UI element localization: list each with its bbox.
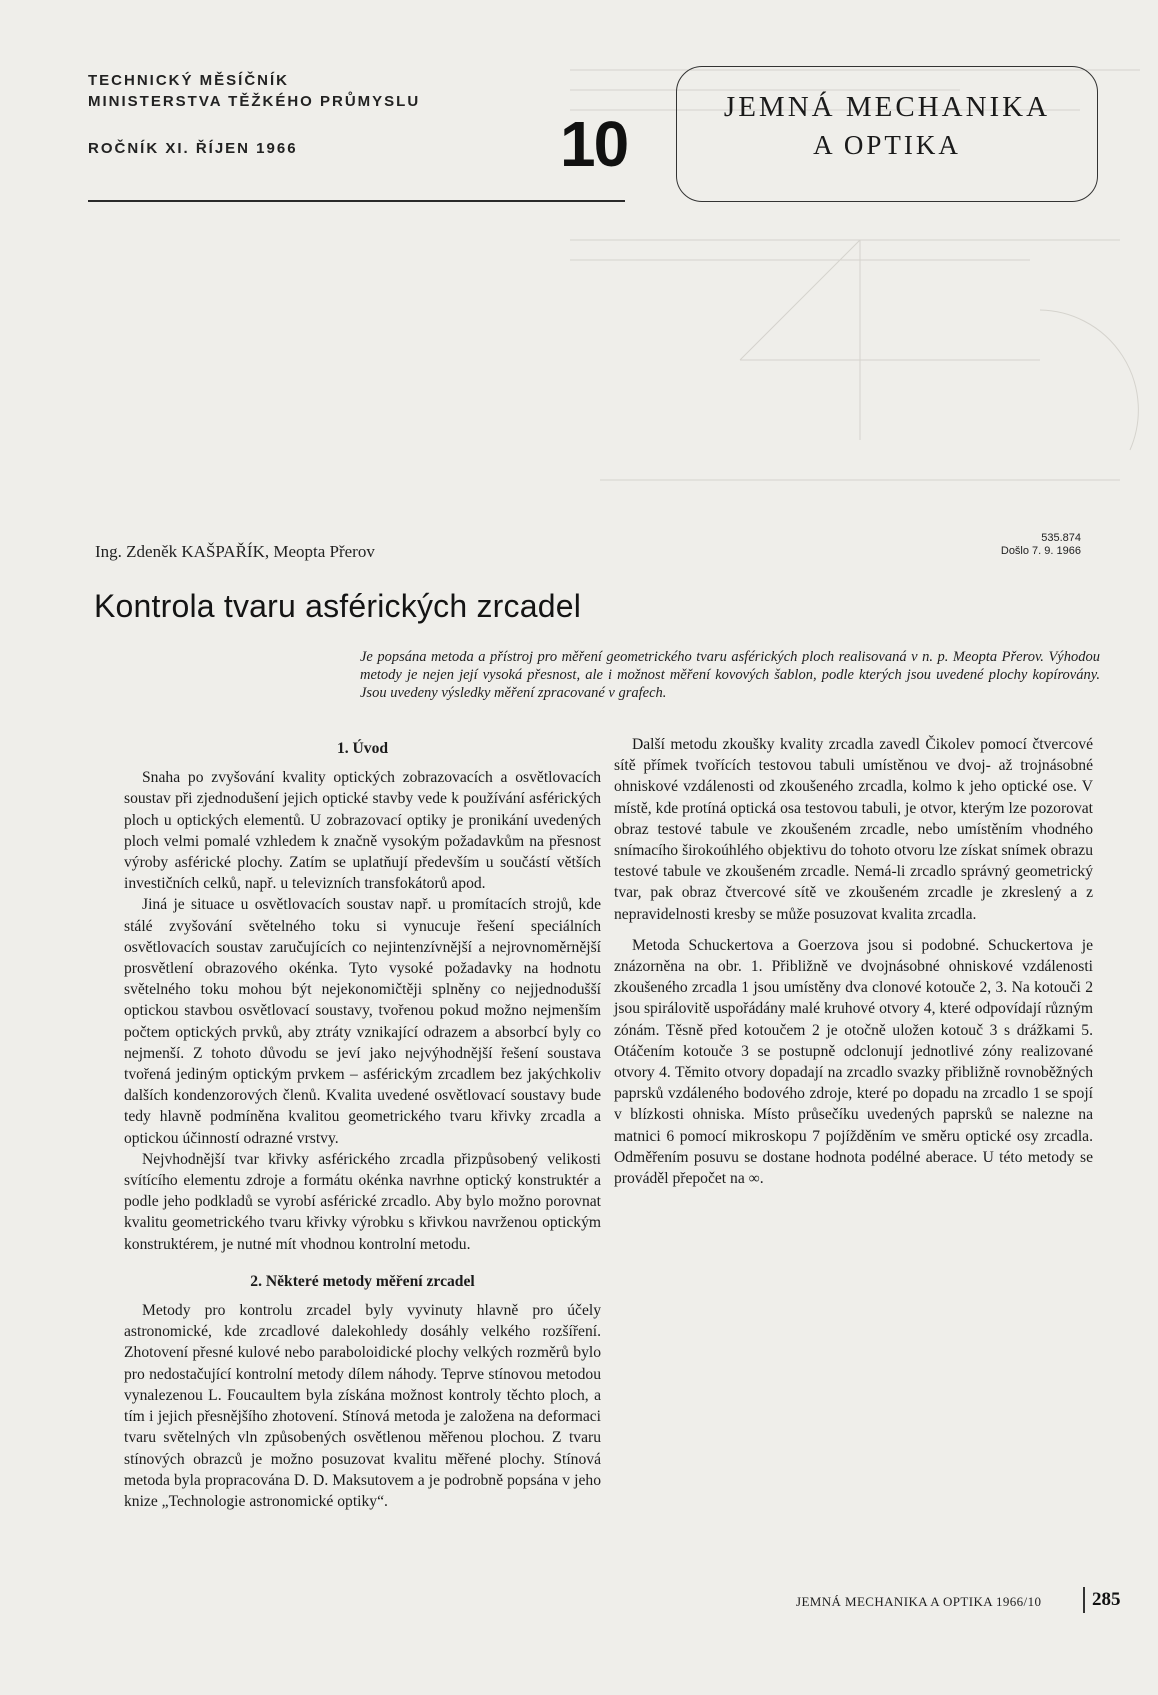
received-date: Došlo 7. 9. 1966: [1000, 545, 1081, 557]
udc-code: 535.874: [1041, 532, 1081, 544]
paragraph: Metody pro kontrolu zrcadel byly vyvinuty hlavně pro účely astronomické, kde zrcadlové dalekohledy dosáhly velkého rozšíření. Zhotovení přesné kulové nebo paraboloidické plochy velkých rozměrů bylo pro nedostačující kontrolní metody dílem náhody. Teprve stínovou metodou vynalezenou L. Foucaultem byla získána možnost kontroly těchto ploch, a tím i jejich přesnějšího zhotovení. Stínová metoda je založena na deformaci tvaru světelných vln způsobených osvětlenou měřenou plochou. Z tvaru stínových obrazců je možno posuzovat kvalitu měřené plochy. Stínová metoda byla propracována D. D. Maksutovem a je podrobně popsána v jeho knize „Technologie astronomické optiky“.: [124, 1302, 601, 1510]
article-abstract: Je popsána metoda a přístroj pro měření geometrického tvaru asférických ploch realisovaná v n. p. Meopta Přerov. Výhodou metody je nejen její vysoká přesnost, ale i možnost měření kovových šablon, podle kterých jsou uvedené plochy kopírovány. Jsou uvedeny výsledky měření zpracované v grafech.: [360, 649, 1100, 701]
text-column-left: [124, 738, 601, 1512]
publication-line-1: TECHNICKÝ MĚSÍČNÍK: [88, 72, 290, 89]
article-meta: [1001, 532, 1081, 558]
section-2-heading: 2. Některé metody měření zrcadel: [250, 1272, 475, 1290]
page-number: 285: [1092, 1589, 1121, 1610]
journal-title-line-2: A OPTIKA: [813, 130, 961, 160]
publisher-block: [88, 70, 628, 159]
volume-date: ROČNÍK XI. ŘÍJEN 1966: [88, 140, 298, 157]
article-author: Ing. Zdeněk KAŠPAŘÍK, Meopta Přerov: [95, 542, 375, 561]
article-title: Kontrola tvaru asférických zrcadel: [94, 588, 582, 624]
paragraph: Další metodu zkoušky kvality zrcadla zavedl Čikolev pomocí čtvercové sítě přímek tvořících testovou tabuli umístěnou ve dvoj- až trojnásobné ohniskové vzdálenosti od zkoušeného zrcadla, kolmo k jeho optické ose. V místě, kde protíná optická osa testovou tabuli, je otvor, kterým lze pozorovat obraz testové tabule ve zkoušeném zrcadle, nebo umístěním vhodného snímacího širokoúhlého objektivu do tohoto otvoru lze získat snímek obrazu testové tabule ve zkoušeném zrcadle. Nemá-li zrcadlo správný geometrický tvar, pak obraz čtvercové sítě ve zkoušeném zrcadle je zkreslený a z nepravidelnosti kresby se může posuzovat kvalita zrcadla.: [614, 736, 1093, 923]
text-column-right: [614, 734, 1093, 1189]
journal-title-box: [676, 66, 1098, 202]
paragraph: Snaha po zvyšování kvality optických zobrazovacích a osvětlovacích soustav při zjednodušení jejich optické stavby vede k používání asférických ploch u optických elementů. U zobrazovací optiky je pronikání uvedených ploch velmi pomalé vzhledem k značně vysokým požadavkům na přesnost výroby asférické plochy. Zatím se uplatňují především u součástí větších investičních celků, např. u televizních transfokátorů apod.: [124, 769, 601, 893]
journal-title-line-1: JEMNÁ MECHANIKA: [723, 91, 1051, 123]
issue-number: 10: [560, 108, 628, 180]
paragraph: Jiná je situace u osvětlovacích soustav např. u promítacích strojů, kde stálé zvyšování světelného toku si vynucuje řešení speciálních osvětlovacích soustav zaručujících co nejintenzívnější a nejrovnoměrnější prosvětlení obrazového okénka. Tyto vysoké požadavky na hodnotu světelného toku mohou být nejekonomičtěji splněny co nejjednodušší optickou stavbou osvětlovací soustavy, tvořenou pokud možno nejmenším počtem optických prvků, aby ztráty vznikající odrazem a absorbcí byly co nejmenší. Z tohoto důvodu se jeví jako nejvýhodnější řešení soustava tvořená jediným optickým prvkem – asférickým zrcadlem bez jakýchkoliv dalších kondenzorových členů. Kvalita uvedené osvětlovací soustavy bude tedy hlavně podmíněna kvalitou geometrického tvaru křivky zrcadla a optickou účinností odrazné vrstvy.: [124, 896, 601, 1147]
paragraph: Nejvhodnější tvar křivky asférického zrcadla přizpůsobený velikosti svítícího elementu zdroje a formátu okénka navrhne optický konstruktér a podle jeho podkladů se vyrobí asférické zrcadlo. Aby bylo možno porovnat kvalitu geometrického tvaru křivky výrobku s křivkou navrženou optickým konstruktérem, je nutné mít vhodnou kontrolní metodu.: [124, 1150, 601, 1253]
section-1-heading: 1. Úvod: [336, 740, 389, 757]
publication-line-2: MINISTERSTVA TĚŽKÉHO PRŮMYSLU: [88, 93, 421, 110]
header-rule: [88, 200, 625, 202]
footer-divider: [1083, 1587, 1085, 1613]
footer-journal-ref: JEMNÁ MECHANIKA A OPTIKA 1966/10: [796, 1594, 1042, 1609]
paragraph: Metoda Schuckertova a Goerzova jsou si podobné. Schuckertova je znázorněna na obr. 1. Přibližně ve dvojnásobné ohniskové vzdálenosti zkoušeného zrcadla 1 jsou umístěny dva clonové kotouče 2, 3. Na kotouči 2 jsou spirálovitě uspořádány malé kruhové otvory 4, které odpovídají různým zónám. Těsně před kotoučem 2 je otočně uložen kotouč 3 s drážkami 5. Otáčením kotouče 3 se postupně odclonují jednotlivé zóny realizované otvory 4. Těmito otvory dopadají na zrcadlo svazky přibližně rovnoběžných paprsků vzdáleného bodového zdroje, které po dopadu na zrcadlo 1 se spojí v blízkosti ohniska. Místo průsečíku uvedených paprsků se nalezne na matnici 6 pomocí mikroskopu 7 pojížděním ve směru optické osy zrcadla. Odměřením posuvu se dostane hodnota podélné aberace. U této metody se prováděl přepočet na ∞.: [614, 936, 1093, 1188]
